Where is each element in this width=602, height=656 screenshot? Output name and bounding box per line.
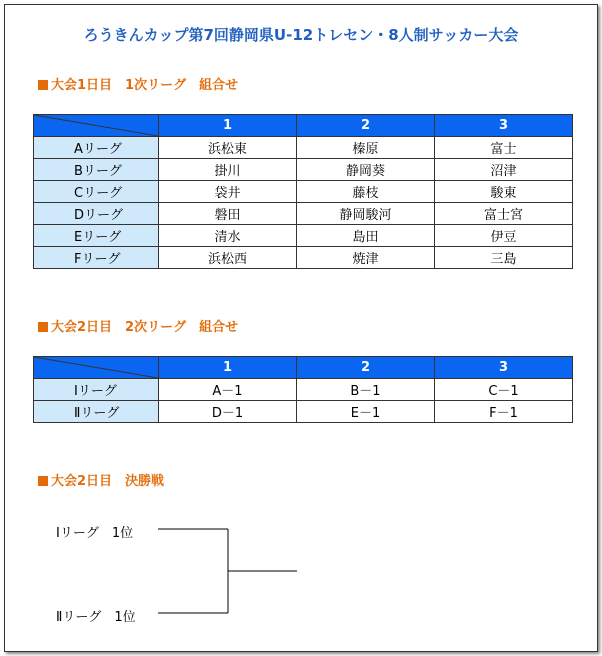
league-label: Aリーグ bbox=[34, 137, 159, 159]
column-header: 1 bbox=[159, 115, 297, 137]
team-cell: 伊豆 bbox=[435, 225, 573, 247]
bracket-bottom-label: Ⅱリーグ 1位 bbox=[56, 610, 136, 625]
column-header: 3 bbox=[435, 357, 573, 379]
team-cell: E－1 bbox=[297, 401, 435, 423]
column-header: 3 bbox=[435, 115, 573, 137]
team-cell: 磐田 bbox=[159, 203, 297, 225]
team-cell: 駿東 bbox=[435, 181, 573, 203]
bracket-top-label: Ⅰリーグ 1位 bbox=[56, 526, 134, 541]
team-cell: B－1 bbox=[297, 379, 435, 401]
team-cell: A－1 bbox=[159, 379, 297, 401]
section-heading-1: 大会1日目 1次リーグ 組合せ bbox=[38, 74, 238, 93]
section-heading-3: 大会2日目 決勝戦 bbox=[38, 470, 164, 489]
team-cell: 榛原 bbox=[297, 137, 435, 159]
team-cell: 清水 bbox=[159, 225, 297, 247]
team-cell: 掛川 bbox=[159, 159, 297, 181]
team-cell: D－1 bbox=[159, 401, 297, 423]
league-label: Ⅱリーグ bbox=[34, 401, 159, 423]
team-cell: 静岡駿河 bbox=[297, 203, 435, 225]
section-heading-2: 大会2日目 2次リーグ 組合せ bbox=[38, 316, 238, 335]
team-cell: 静岡葵 bbox=[297, 159, 435, 181]
league-label: Dリーグ bbox=[34, 203, 159, 225]
league-label: Cリーグ bbox=[34, 181, 159, 203]
team-cell: 浜松西 bbox=[159, 247, 297, 269]
team-cell: C－1 bbox=[435, 379, 573, 401]
page-title: ろうきんカップ第7回静岡県U-12トレセン・8人制サッカー大会 bbox=[83, 26, 519, 44]
team-cell: 袋井 bbox=[159, 181, 297, 203]
team-cell: 沼津 bbox=[435, 159, 573, 181]
team-cell: 三島 bbox=[435, 247, 573, 269]
column-header: 2 bbox=[297, 115, 435, 137]
column-header: 1 bbox=[159, 357, 297, 379]
team-cell: 富士 bbox=[435, 137, 573, 159]
team-cell: 浜松東 bbox=[159, 137, 297, 159]
league-label: Fリーグ bbox=[34, 247, 159, 269]
league-label: Bリーグ bbox=[34, 159, 159, 181]
league-label: Ⅰリーグ bbox=[34, 379, 159, 401]
league-label: Eリーグ bbox=[34, 225, 159, 247]
column-header: 2 bbox=[297, 357, 435, 379]
team-cell: F－1 bbox=[435, 401, 573, 423]
team-cell: 富士宮 bbox=[435, 203, 573, 225]
team-cell: 島田 bbox=[297, 225, 435, 247]
team-cell: 藤枝 bbox=[297, 181, 435, 203]
team-cell: 焼津 bbox=[297, 247, 435, 269]
